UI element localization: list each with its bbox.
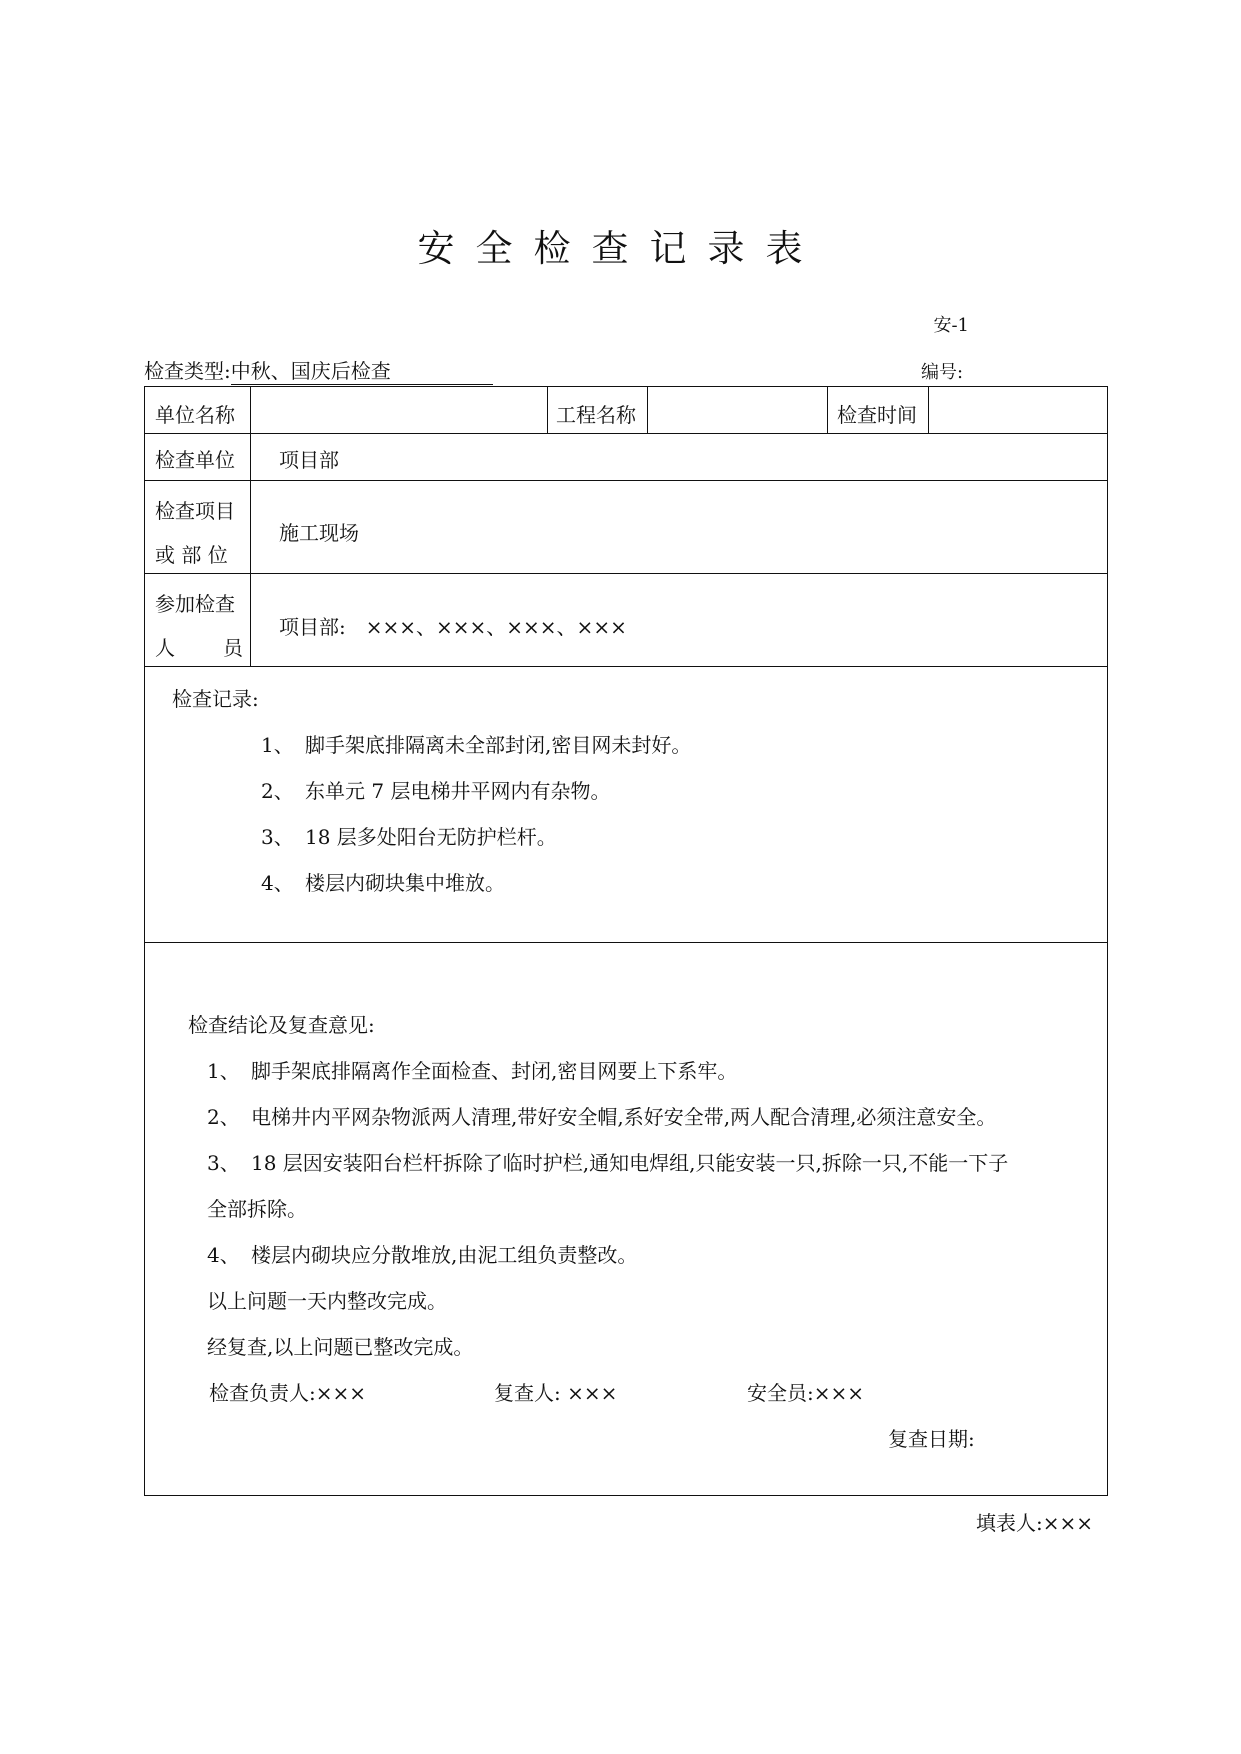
row-divider bbox=[145, 666, 1107, 667]
review-date-label: 复查日期: bbox=[888, 1427, 975, 1451]
inspecting-unit-label: 检查单位 bbox=[155, 448, 235, 472]
inspection-type bbox=[144, 355, 493, 385]
column-divider bbox=[250, 387, 251, 666]
inspecting-unit-value: 项目部 bbox=[279, 448, 339, 472]
conclusion-item-text: 电梯井内平网杂物派两人清理,带好安全帽,系好安全带,两人配合清理,必须注意安全。 bbox=[251, 1105, 997, 1129]
conclusion-item-continuation: 全部拆除。 bbox=[207, 1197, 307, 1221]
filled-by: 填表人:××× bbox=[975, 1511, 1093, 1535]
row-divider bbox=[145, 433, 1107, 434]
participants-label-line1: 参加检查 bbox=[155, 592, 235, 616]
serial-number-label: 编号: bbox=[921, 362, 964, 383]
column-divider bbox=[647, 387, 648, 433]
unit-name-label: 单位名称 bbox=[155, 403, 235, 427]
column-divider bbox=[547, 387, 548, 433]
record-item-number: 4、 bbox=[261, 871, 294, 895]
inspector-signature: 检查负责人:××× bbox=[209, 1381, 367, 1405]
conclusion-item-number: 2、 bbox=[207, 1105, 240, 1129]
row-divider bbox=[145, 942, 1107, 943]
conclusion-item-text: 18 层因安装阳台栏杆拆除了临时护栏,通知电焊组,只能安装一只,拆除一只,不能一下子 bbox=[251, 1151, 1009, 1175]
column-divider bbox=[827, 387, 828, 433]
record-item-text: 东单元 7 层电梯井平网内有杂物。 bbox=[305, 779, 611, 803]
row-divider bbox=[145, 573, 1107, 574]
record-item-number: 3、 bbox=[261, 825, 294, 849]
row-divider bbox=[145, 480, 1107, 481]
participants-label-line2-b: 员 bbox=[223, 636, 243, 660]
record-item-text: 18 层多处阳台无防护栏杆。 bbox=[305, 825, 557, 849]
conclusion-item-text: 楼层内砌块应分散堆放,由泥工组负责整改。 bbox=[251, 1243, 638, 1267]
inspected-item-label-line2: 或 部 位 bbox=[155, 543, 228, 567]
inspection-time-label: 检查时间 bbox=[837, 403, 917, 427]
inspection-type-value: 中秋、国庆后检查 bbox=[231, 355, 493, 385]
inspected-item-label-line1: 检查项目 bbox=[155, 499, 235, 523]
conclusion-item-text: 脚手架底排隔离作全面检查、封闭,密目网要上下系牢。 bbox=[251, 1059, 738, 1083]
inspected-item-value: 施工现场 bbox=[279, 521, 359, 545]
inspection-form-table bbox=[144, 386, 1108, 1496]
conclusion-heading: 检查结论及复查意见: bbox=[188, 1013, 375, 1037]
reviewer-signature: 复查人: ××× bbox=[494, 1381, 618, 1405]
form-code: 安-1 bbox=[933, 315, 969, 336]
record-item-text: 楼层内砌块集中堆放。 bbox=[305, 871, 505, 895]
record-item-number: 2、 bbox=[261, 779, 294, 803]
column-divider bbox=[928, 387, 929, 433]
project-name-label: 工程名称 bbox=[556, 403, 636, 427]
conclusion-item-number: 4、 bbox=[207, 1243, 240, 1267]
record-item-number: 1、 bbox=[261, 733, 294, 757]
document-title: 安全检查记录表 bbox=[417, 227, 824, 270]
participants-value: 项目部: ×××、×××、×××、××× bbox=[279, 615, 627, 639]
conclusion-item-number: 3、 bbox=[207, 1151, 240, 1175]
conclusion-item-number: 1、 bbox=[207, 1059, 240, 1083]
records-heading: 检查记录: bbox=[172, 687, 259, 711]
participants-label-line2-a: 人 bbox=[155, 636, 175, 660]
safety-officer-signature: 安全员:××× bbox=[747, 1381, 865, 1405]
conclusion-deadline: 以上问题一天内整改完成。 bbox=[207, 1289, 447, 1313]
conclusion-review-result: 经复查,以上问题已整改完成。 bbox=[207, 1335, 474, 1359]
inspection-type-label: 检查类型: bbox=[144, 359, 231, 383]
record-item-text: 脚手架底排隔离未全部封闭,密目网未封好。 bbox=[305, 733, 692, 757]
